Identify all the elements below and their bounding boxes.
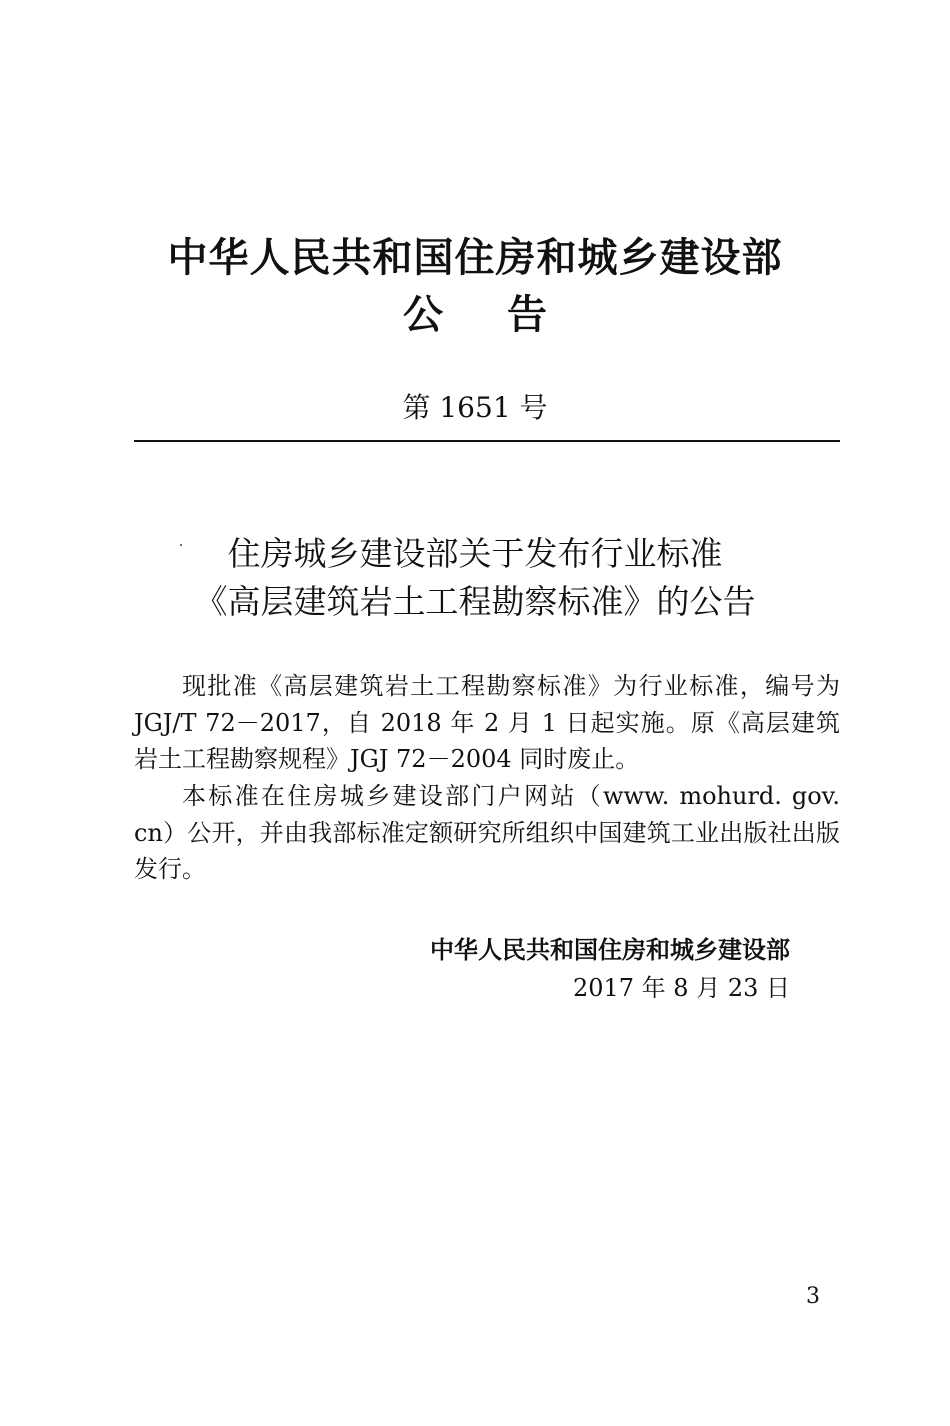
ministry-title: 中华人民共和国住房和城乡建设部	[167, 235, 783, 281]
divider-line	[134, 440, 840, 442]
issue-date: 2017 年 8 月 23 日	[572, 974, 790, 1002]
announcement-heading-line-2: 《高层建筑岩土工程勘察标准》的公告	[194, 582, 756, 621]
notice-number: 第 1651 号	[402, 391, 548, 424]
page-number: 3	[806, 1284, 820, 1309]
body-paragraph-2: 本标准在住房城乡建设部门户网站（www. mohurd. gov. cn）公开，并由我部标准定额研究所组织中国建筑工业出版社出版发行。	[134, 782, 840, 883]
issuer-signature: 中华人民共和国住房和城乡建设部	[430, 936, 790, 964]
announcement-heading-line-1: 住房城乡建设部关于发布行业标准	[227, 534, 723, 573]
notice-title: 公告	[403, 292, 611, 338]
body-paragraph-1: 现批准《高层建筑岩土工程勘察标准》为行业标准，编号为JGJ/T 72－2017，自 2018 年 2 月 1 日起实施。原《高层建筑岩土工程勘察规程》JGJ 72－2004 同时废止。	[134, 672, 840, 773]
